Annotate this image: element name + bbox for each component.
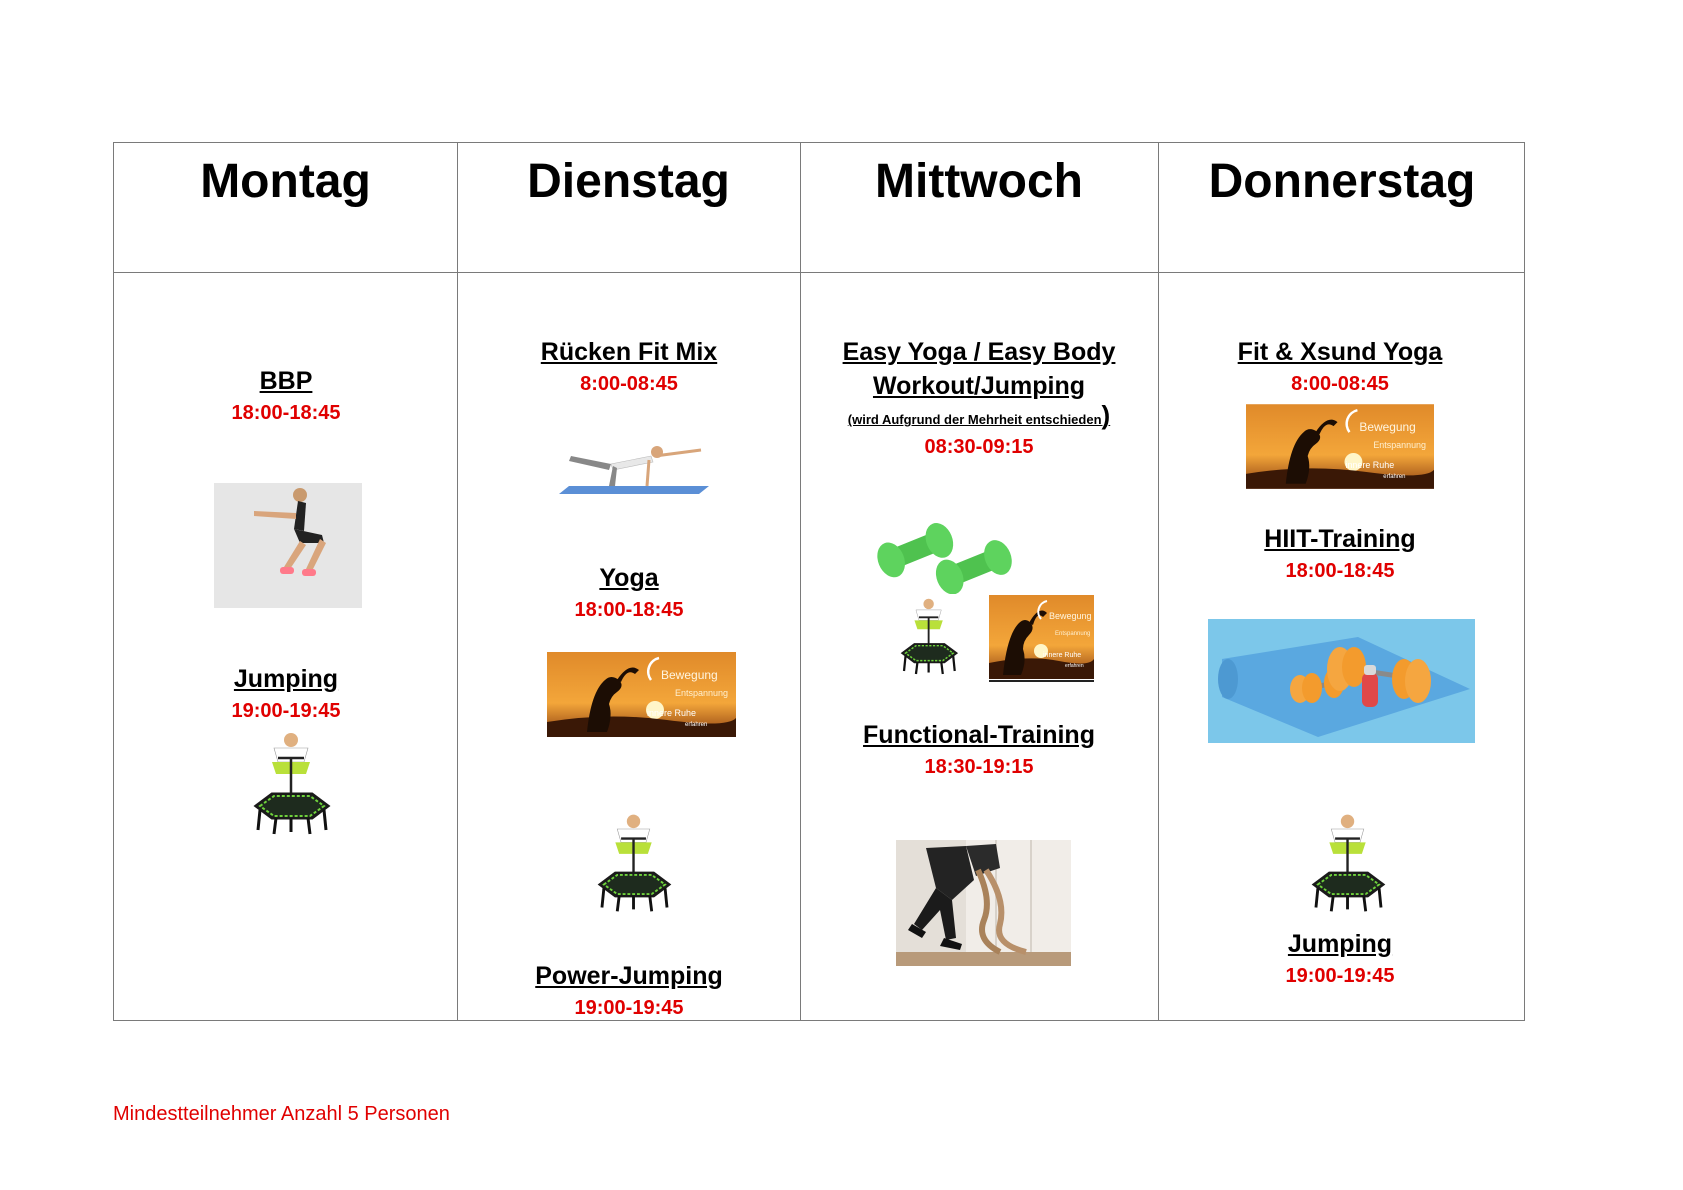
logo-text: Bewegung [661, 668, 718, 682]
fitness-mat-dumbbells-image [1208, 619, 1475, 743]
class-time: 19:00-19:45 [231, 700, 341, 722]
class-time: 08:30-09:15 [924, 436, 1034, 458]
yoga-sunset-image [989, 595, 1094, 683]
class-name: Jumping [233, 665, 339, 693]
class-time: 18:30-19:15 [924, 756, 1034, 778]
class-time: 19:00-19:45 [574, 997, 684, 1019]
trampoline-image [1293, 805, 1403, 920]
squat-image [214, 483, 362, 608]
minimum-participants-note: Mindestteilnehmer Anzahl 5 Personen [113, 1103, 450, 1125]
class-name: HIIT-Training [1264, 525, 1416, 553]
logo-text: innere Ruhe [1345, 459, 1395, 470]
class-name: Fit & Xsund Yoga [1237, 338, 1443, 366]
column-divider [800, 143, 801, 1020]
class-time: 18:00-18:45 [574, 599, 684, 621]
pilates-image [539, 442, 719, 500]
battle-rope-image [896, 840, 1071, 966]
dumbbells-image [876, 512, 1012, 594]
class-entry [232, 364, 341, 428]
class-entry [575, 561, 684, 625]
trampoline-image [884, 595, 974, 677]
column-divider [457, 143, 458, 1020]
class-name: Easy Yoga / Easy Body [842, 338, 1116, 366]
class-entry [232, 662, 341, 726]
logo-text: Bewegung [1049, 611, 1092, 621]
day-header-dienstag: Dienstag [527, 155, 730, 208]
class-note: (wird Aufgrund der Mehrheit entschieden) [847, 400, 1111, 430]
class-time: 8:00-08:45 [1291, 373, 1389, 395]
trampoline-image [579, 805, 689, 920]
class-entry [863, 718, 1095, 782]
yoga-sunset-image [547, 652, 736, 737]
class-name: Power-Jumping [535, 962, 723, 990]
class-entry [1264, 522, 1415, 586]
class-name: Yoga [599, 564, 659, 592]
day-header-mittwoch: Mittwoch [875, 155, 1083, 208]
class-time: 18:00-18:45 [231, 402, 341, 424]
class-name: Rücken Fit Mix [540, 338, 718, 366]
class-name: Functional-Training [863, 721, 1095, 749]
trampoline-image [234, 728, 349, 838]
logo-text: erfahren [1065, 663, 1084, 669]
logo-text: erfahren [685, 722, 708, 728]
class-time: 18:00-18:45 [1285, 560, 1395, 582]
yoga-sunset-image [1246, 404, 1434, 489]
logo-text: innere Ruhe [1043, 652, 1082, 659]
logo-text: Entspannung [675, 688, 729, 698]
class-entry [843, 335, 1116, 462]
class-name: Jumping [1287, 930, 1393, 958]
class-entry [535, 959, 723, 1023]
class-time: 19:00-19:45 [1285, 965, 1395, 987]
class-entry [541, 335, 717, 399]
column-divider [1158, 143, 1159, 1020]
logo-text: Bewegung [1359, 420, 1416, 435]
class-entry [1238, 335, 1443, 399]
logo-text: innere Ruhe [647, 708, 697, 718]
header-divider [114, 272, 1524, 273]
class-time: 8:00-08:45 [580, 373, 678, 395]
class-name: Workout/Jumping [872, 372, 1086, 400]
class-name: BBP [259, 367, 313, 395]
day-header-montag: Montag [200, 155, 371, 208]
logo-text: Entspannung [1055, 631, 1091, 637]
logo-text: Entspannung [1373, 439, 1427, 450]
class-entry [1286, 927, 1395, 991]
logo-text: erfahren [1383, 473, 1406, 480]
schedule-table [113, 142, 1525, 1021]
day-header-donnerstag: Donnerstag [1208, 155, 1476, 208]
